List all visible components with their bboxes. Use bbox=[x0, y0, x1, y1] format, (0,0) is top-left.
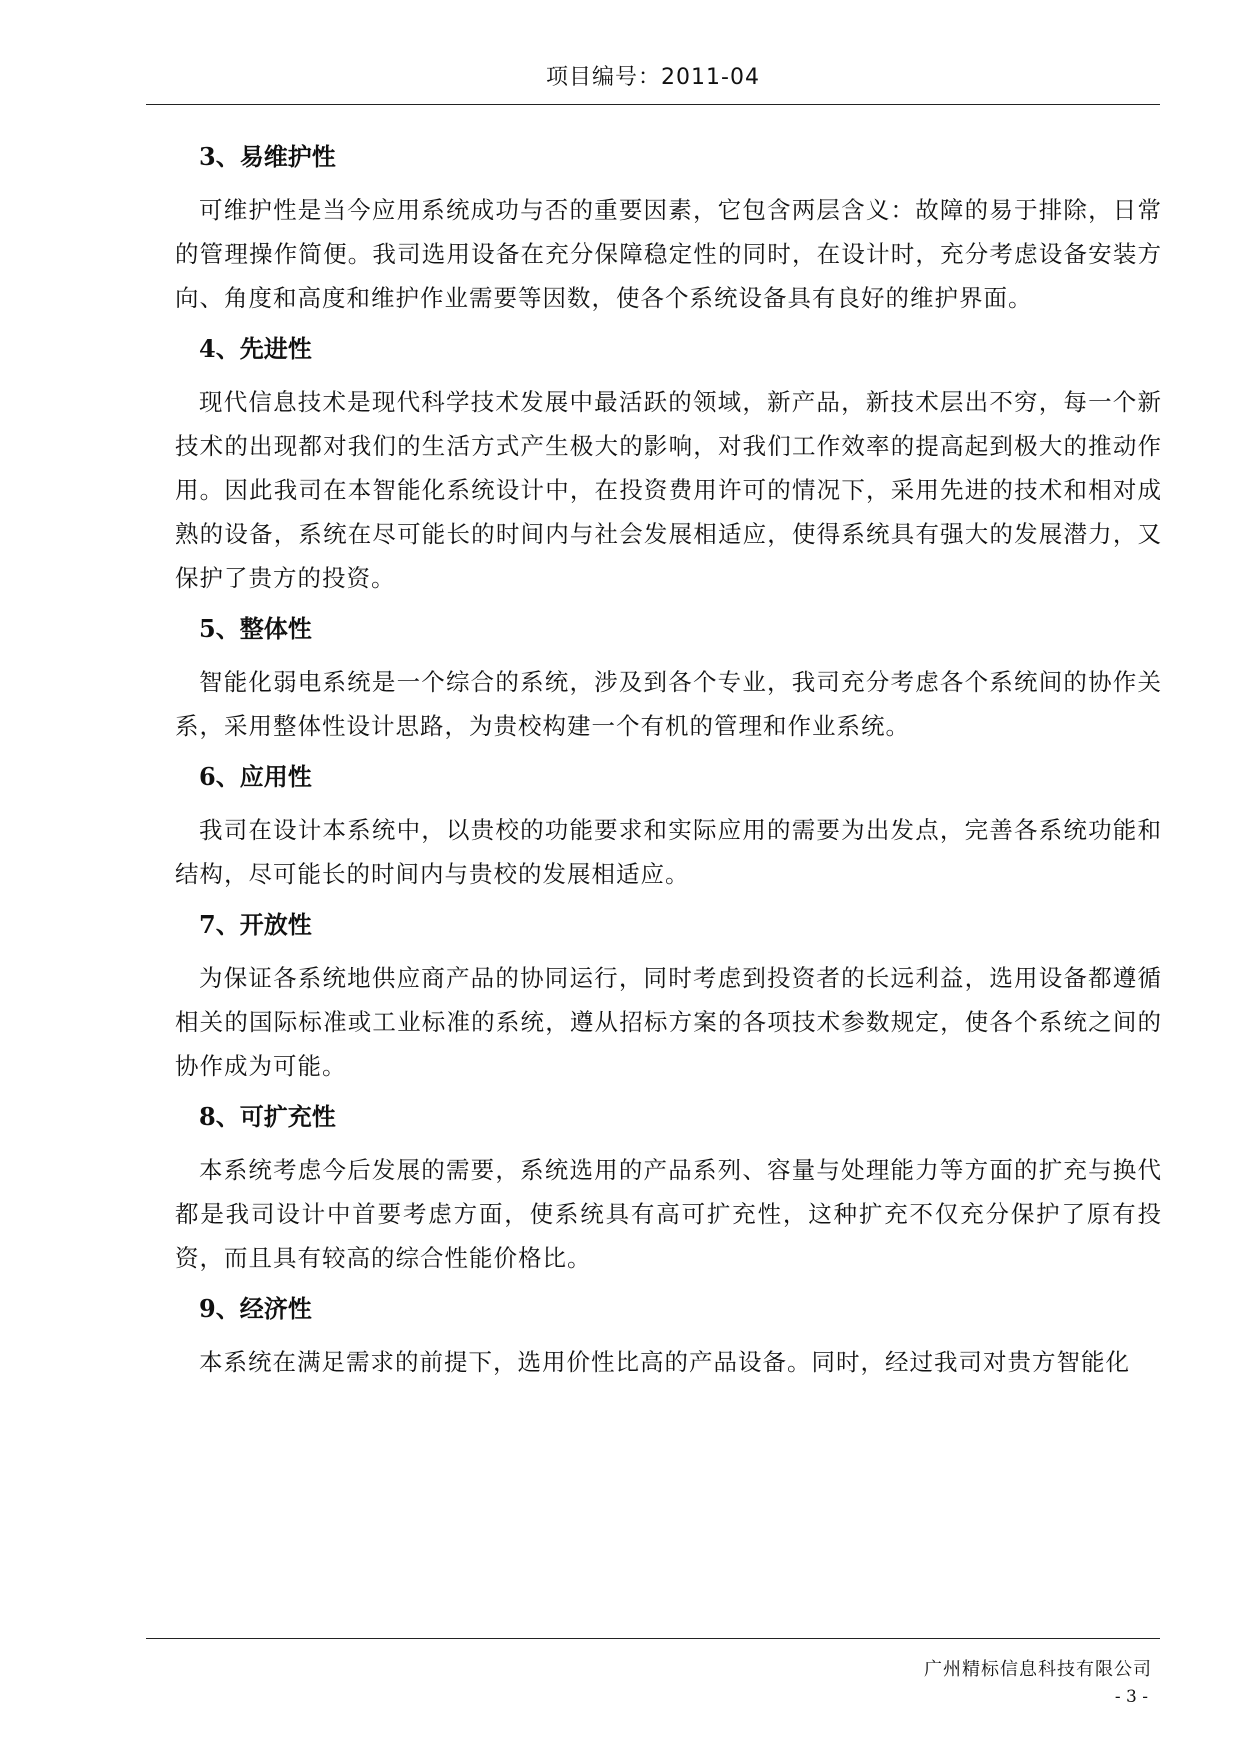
section-heading: 3、易维护性 bbox=[199, 142, 336, 171]
document-body bbox=[175, 142, 1162, 1384]
section-paragraph: 现代信息技术是现代科学技术发展中最活跃的领域，新产品，新技术层出不穷，每一个新技术的出现都对我们的生活方式产生极大的影响，对我们工作效率的提高起到极大的推动作用。因此我司在本智能化系统设计中，在投资费用许可的情况下，采用先进的技术和相对成熟的设备，系统在尽可能长的时间内与社会发展相适应，使得系统具有强大的发展潜力，又保护了贵方的投资。 bbox=[175, 388, 1162, 592]
section-paragraph: 智能化弱电系统是一个综合的系统，涉及到各个专业，我司充分考虑各个系统间的协作关系，采用整体性设计思路，为贵校构建一个有机的管理和作业系统。 bbox=[175, 668, 1162, 740]
company-name: 广州精标信息科技有限公司 bbox=[924, 1659, 1152, 1680]
section-paragraph: 本系统考虑今后发展的需要，系统选用的产品系列、容量与处理能力等方面的扩充与换代都是我司设计中首要考虑方面，使系统具有高可扩充性，这种扩充不仅充分保护了原有投资，而且具有较高的综合性能价格比。 bbox=[175, 1156, 1162, 1272]
section-heading: 5、整体性 bbox=[199, 614, 312, 643]
section-heading: 7、开放性 bbox=[199, 910, 312, 939]
section-heading: 9、经济性 bbox=[199, 1294, 312, 1323]
page-number: - 3 - bbox=[1114, 1687, 1148, 1707]
section-paragraph: 我司在设计本系统中，以贵校的功能要求和实际应用的需要为出发点，完善各系统功能和结构，尽可能长的时间内与贵校的发展相适应。 bbox=[175, 816, 1162, 888]
section-paragraph: 可维护性是当今应用系统成功与否的重要因素，它包含两层含义：故障的易于排除，日常的管理操作简便。我司选用设备在充分保障稳定性的同时，在设计时，充分考虑设备安装方向、角度和高度和维护作业需要等因数，使各个系统设备具有良好的维护界面。 bbox=[175, 196, 1162, 312]
section-paragraph: 为保证各系统地供应商产品的协同运行，同时考虑到投资者的长远利益，选用设备都遵循相关的国际标准或工业标准的系统，遵从招标方案的各项技术参数规定，使各个系统之间的协作成为可能。 bbox=[175, 964, 1162, 1080]
page-footer bbox=[146, 1638, 1160, 1707]
section-heading: 4、先进性 bbox=[199, 334, 312, 363]
section-paragraph: 本系统在满足需求的前提下，选用价性比高的产品设备。同时，经过我司对贵方智能化 bbox=[199, 1348, 1130, 1376]
section-heading: 6、应用性 bbox=[199, 762, 312, 791]
page-header bbox=[146, 48, 1160, 105]
project-number: 项目编号：2011-04 bbox=[546, 65, 760, 90]
section-heading: 8、可扩充性 bbox=[199, 1102, 336, 1131]
